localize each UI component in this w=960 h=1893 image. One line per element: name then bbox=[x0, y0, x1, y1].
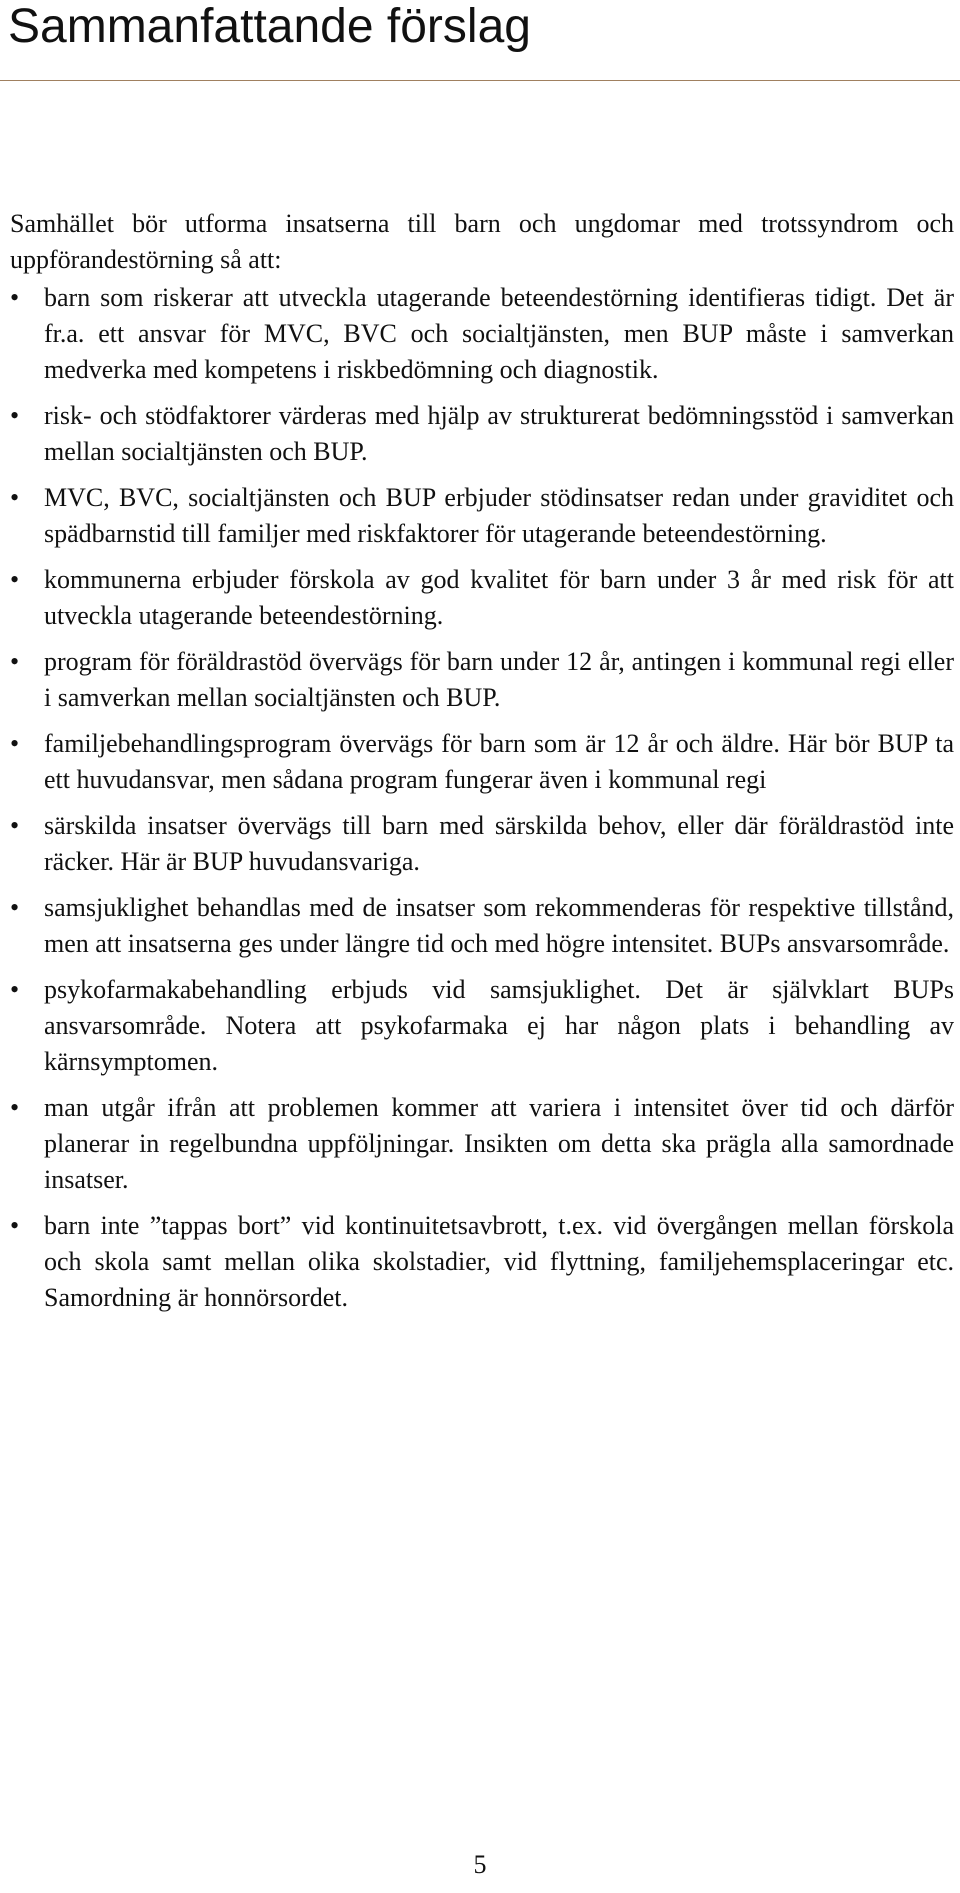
list-item-text: risk- och stödfaktorer värderas med hjälp av strukturerat bedömningsstöd i samverkan mellan socialtjänsten och BUP. bbox=[44, 401, 954, 466]
bullet-icon: • bbox=[10, 647, 20, 676]
bullet-icon: • bbox=[10, 565, 20, 594]
list-item bbox=[10, 280, 954, 388]
list-item bbox=[10, 726, 954, 798]
bullet-icon: • bbox=[10, 283, 20, 312]
recommendation-list bbox=[10, 280, 954, 1316]
list-item bbox=[10, 808, 954, 880]
bullet-icon: • bbox=[10, 893, 20, 922]
list-item-text: program för föräldrastöd övervägs för barn under 12 år, antingen i kommunal regi eller i samverkan mellan socialtjänsten och BUP. bbox=[44, 647, 954, 712]
list-item bbox=[10, 1208, 954, 1316]
list-item-text: psykofarmakabehandling erbjuds vid samsjuklighet. Det är självklart BUPs ansvarsområde. Notera att psykofarmaka ej har någon plats i behandling av kärnsymptomen. bbox=[44, 975, 954, 1076]
page-title: Sammanfattande förslag bbox=[8, 0, 531, 53]
list-item-text: man utgår ifrån att problemen kommer att variera i intensitet över tid och därför planerar in regelbundna uppföljningar. Insikten om detta ska prägla alla samordnade insatser. bbox=[44, 1093, 954, 1194]
title-divider bbox=[0, 80, 960, 81]
list-item bbox=[10, 398, 954, 470]
list-item bbox=[10, 480, 954, 552]
list-item bbox=[10, 890, 954, 962]
list-item-text: MVC, BVC, socialtjänsten och BUP erbjuder stödinsatser redan under graviditet och spädbarnstid till familjer med riskfaktorer för utagerande beteendestörning. bbox=[44, 483, 954, 548]
list-item bbox=[10, 644, 954, 716]
list-item-text: familjebehandlingsprogram övervägs för barn som är 12 år och äldre. Här bör BUP ta ett huvudansvar, men sådana program fungerar även i kommunal regi bbox=[44, 729, 954, 794]
document-body bbox=[10, 206, 954, 1326]
list-item-text: särskilda insatser övervägs till barn med särskilda behov, eller där föräldrastöd inte räcker. Här är BUP huvudansvariga. bbox=[44, 811, 954, 876]
bullet-icon: • bbox=[10, 1093, 20, 1122]
bullet-icon: • bbox=[10, 483, 20, 512]
list-item-text: kommunerna erbjuder förskola av god kvalitet för barn under 3 år med risk för att utveckla utagerande beteendestörning. bbox=[44, 565, 954, 630]
bullet-icon: • bbox=[10, 811, 20, 840]
list-item bbox=[10, 1090, 954, 1198]
intro-paragraph: Samhället bör utforma insatserna till barn och ungdomar med trotssyndrom och uppförandestörning så att: bbox=[10, 209, 954, 274]
bullet-icon: • bbox=[10, 401, 20, 430]
bullet-icon: • bbox=[10, 975, 20, 1004]
bullet-icon: • bbox=[10, 729, 20, 758]
list-item-text: barn inte ”tappas bort” vid kontinuitetsavbrott, t.ex. vid övergången mellan förskola och skola samt mellan olika skolstadier, vid flyttning, familjehemsplaceringar etc. Samordning är honnörsordet. bbox=[44, 1211, 954, 1312]
list-item bbox=[10, 972, 954, 1080]
list-item bbox=[10, 562, 954, 634]
bullet-icon: • bbox=[10, 1211, 20, 1240]
list-item-text: samsjuklighet behandlas med de insatser som rekommenderas för respektive tillstånd, men att insatserna ges under längre tid och med högre intensitet. BUPs ansvarsområde. bbox=[44, 893, 954, 958]
page-number: 5 bbox=[473, 1850, 487, 1879]
list-item-text: barn som riskerar att utveckla utagerande beteendestörning identifieras tidigt. Det är fr.a. ett ansvar för MVC, BVC och socialtjänsten, men BUP måste i samverkan medverka med kompetens i riskbedömning och diagnostik. bbox=[44, 283, 954, 384]
